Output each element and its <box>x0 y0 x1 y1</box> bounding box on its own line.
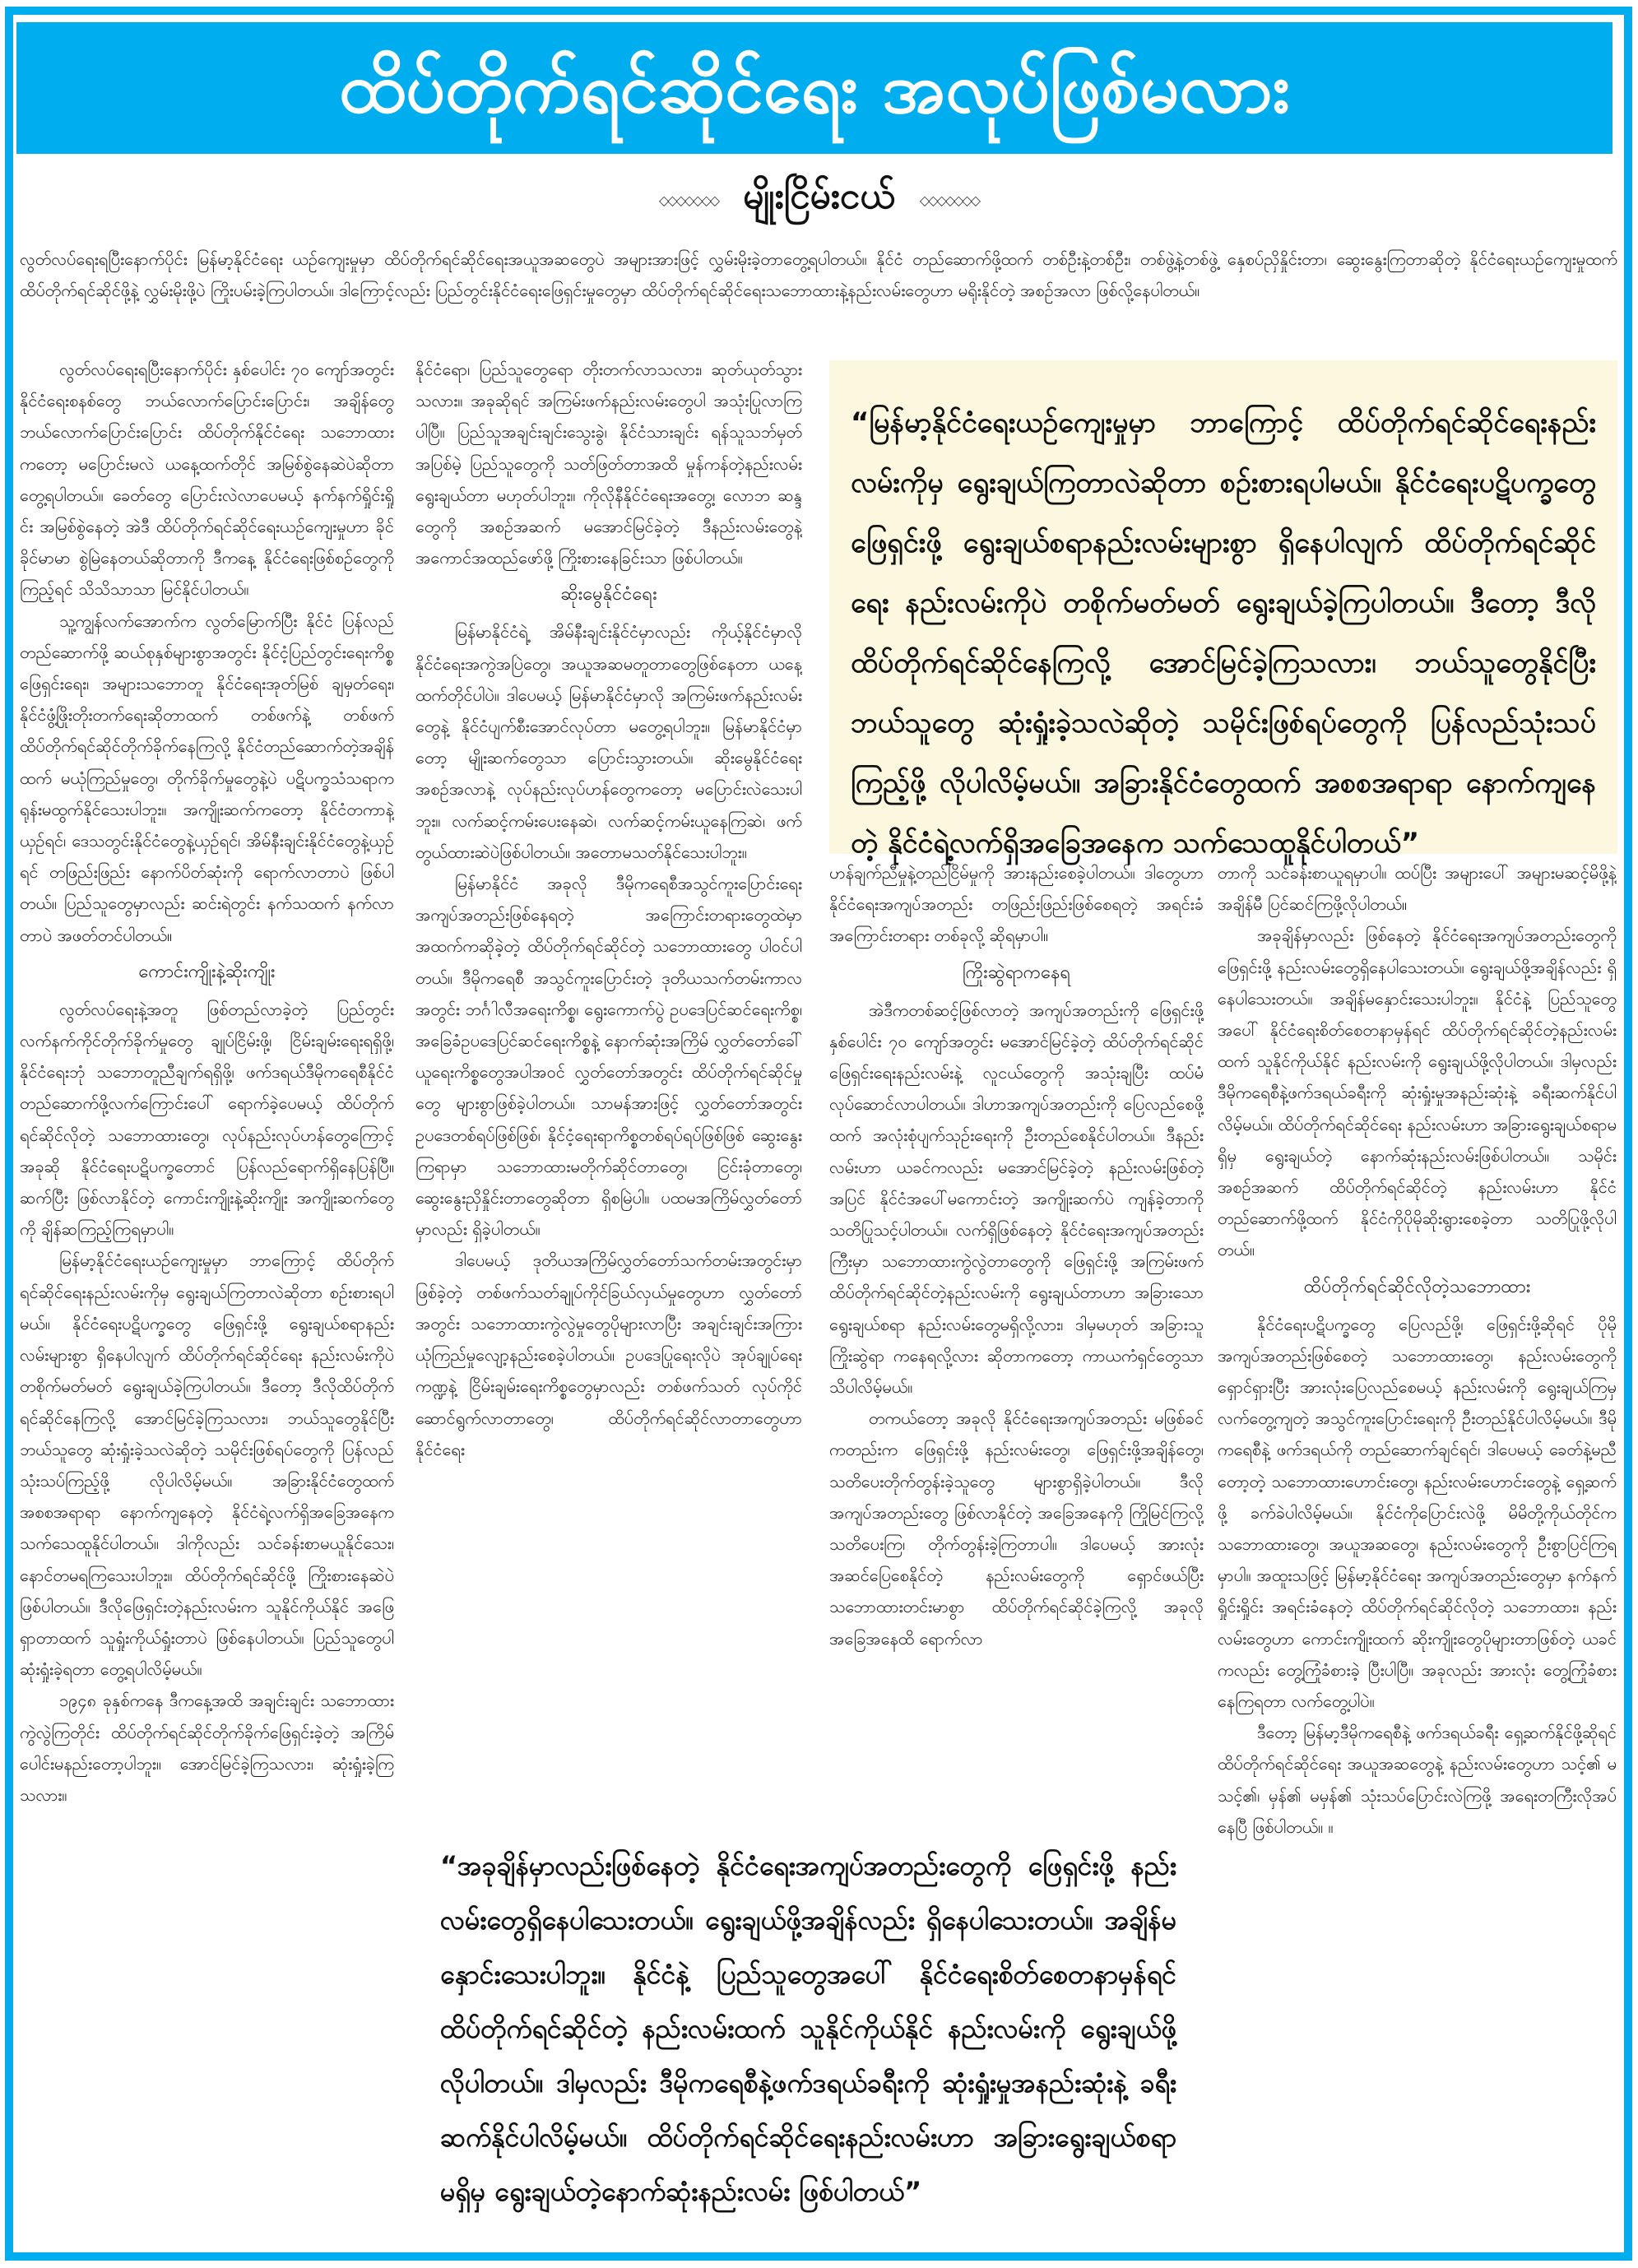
pull-quote-top-text: “မြန်မာ့နိုင်ငံရေးယဉ်ကျေးမှုမှာ ဘာကြောင့် ထိပ်တိုက်ရင်ဆိုင်ရေးနည်းလမ်းကိုမှ ရွေးချယ်ကြတာလဲဆိုတာ စဉ်းစားရပါမယ်။ နိုင်ငံရေးပဋိပက္ခတွေ ဖြေရှင်းဖို့ ရွေးချယ်စရာနည်းလမ်းများစွာ ရှိနေပါလျက် ထိပ်တိုက်ရင်ဆိုင်ရေး နည်းလမ်းကိုပဲ တစိုက်မတ်မတ် ရွေးချယ်ခဲ့ကြပါတယ်။ ဒီတော့ ဒီလိုထိပ်တိုက်ရင်ဆိုင်နေကြလို့ အောင်မြင်ခဲ့ကြသလား၊ ဘယ်သူတွေနိုင်ပြီး ဘယ်သူတွေ ဆုံးရှုံးခဲ့သလဲဆိုတဲ့ သမိုင်းဖြစ်ရပ်တွေကို ပြန်လည်သုံးသပ်ကြည့်ဖို့ လိုပါလိမ့်မယ်။ အခြားနိုင်ငံတွေထက် အစစအရာရာ နောက်ကျနေတဲ့ နိုင်ငံရဲ့လက်ရှိအခြေအနေက သက်သေထူနိုင်ပါတယ်” <box>851 406 1596 860</box>
ornament-left: ◇◇◇◇◇◇◇ <box>658 192 719 208</box>
col2-paragraph-3: မြန်မာနိုင်ငံ အခုလို ဒီမိုကရေစီအသွင်ကူးပြောင်းရေးအကျပ်အတည်းဖြစ်နေရတဲ့ အကြောင်းတရားတွေထဲမှာ အထက်ကဆိုခဲ့တဲ့ ထိပ်တိုက်ရင်ဆိုင်တဲ့ သဘောထားတွေ ပါဝင်ပါတယ်။ ဒီမိုကရေစီ အသွင်ကူးပြောင်းတဲ့ ဒုတိယသက်တမ်းကာလအတွင်း ဘင်္ဂါလီအရေးကိစ္စ၊ ရွေးကောက်ပွဲ ဥပဒေပြင်ဆင်ရေးကိစ္စ၊ အခြေခံဥပဒေပြင်ဆင်ရေးကိစ္စနဲ့ နောက်ဆုံးအကြိမ် လွှတ်တော်ခေါ်ယူရေးကိစ္စတွေအပါအဝင် လွှတ်တော်အတွင်း ထိပ်တိုက်ရင်ဆိုင်မှုတွေ များစွာဖြစ်ခဲ့ပါတယ်။ သာမန်အားဖြင့် လွှတ်တော်အတွင်း ဥပဒေတစ်ရပ်ဖြစ်ဖြစ်၊ နိုင်ငံ့ရေးရာကိစ္စတစ်ရပ်ရပ်ဖြစ်ဖြစ် ဆွေးနွေးကြရာမှာ သဘောထားမတိုက်ဆိုင်တာတွေ၊ ငြင်းခုံတာတွေ၊ ဆွေးနွေးညှိနှိုင်းတာတွေဆိုတာ ရှိစမြဲပါ။ ပထမအကြိမ်လွှတ်တော်မှာလည်း ရှိခဲ့ပါတယ်။ <box>415 874 802 1240</box>
section-heading-bad-legacy: ဆိုးမွေနိုင်ငံရေး <box>560 584 657 605</box>
article-title: ထိပ်တိုက်ရင်ဆိုင်ရေး အလုပ်ဖြစ်မလား <box>339 48 1290 128</box>
intro-text: လွတ်လပ်ရေးရပြီးနောက်ပိုင်း မြန်မာ့နိုင်ငံရေး ယဉ်ကျေးမှုမှာ ထိပ်တိုက်ရင်ဆိုင်ရေးအယူအဆတွေပဲ အများအားဖြင့် လွှမ်းမိုးခဲ့တာတွေ့ရပါတယ်။ နိုင်ငံ တည်ဆောက်ဖို့ထက် တစ်ဦးနဲ့တစ်ဦး၊ တစ်ဖွဲ့နဲ့တစ်ဖွဲ့ နှေစပ်ညှိနှိုင်းတာ၊ ဆွေးနွေးကြတာဆိုတဲ့ နိုင်ငံရေးယဉ်ကျေးမှုထက် ထိပ်တိုက်ရင်ဆိုင်ဖို့နဲ့ လွှမ်းမိုးဖို့ပဲ ကြိုးပမ်းခဲ့ကြပါတယ်။ ဒါကြောင့်လည်း ပြည်တွင်းနိုင်ငံရေးဖြေရှင်းမှုတွေမှာ ထိပ်တိုက်ရင်ဆိုင်ရေးသဘောထားနဲ့နည်းလမ်းတွေဟာ မရိုးနိုင်တဲ့ အစဉ်အလာ ဖြစ်လို့နေပါတယ်။ <box>20 249 1617 301</box>
pull-quote-bottom <box>415 1830 1201 2224</box>
col4-paragraph-4: ဒီတော့ မြန်မာ့ဒီမိုကရေစီနဲ့ ဖက်ဒရယ်ခရီး ရှေ့ဆက်နိုင်ဖို့ဆိုရင် ထိပ်တိုက်ရင်ဆိုင်ရေး အယူအဆတွေနဲ့ နည်းလမ်းတွေဟာ သင့်၏ မသင့်၏၊ မှန်၏ မမှန်၏ သုံးသပ်ပြောင်းလဲကြဖို့ အရေးတကြီးလိုအပ်နေပြီ ဖြစ်ပါတယ်။ ။ <box>1218 1723 1617 1837</box>
author-name: မျိုးငြိမ်းငယ် <box>743 175 895 217</box>
col4-paragraph-1: တာကို သင်ခန်းစာယူရမှာပါ။ ထပ်ပြီး အများပေါ် အများမဆင့်မိဖို့နဲ့ အချိန်မီ ပြင်ဆင်ကြဖို့လိုပါတယ်။ <box>1218 863 1617 915</box>
byline <box>0 171 1638 229</box>
col4-paragraph-3: နိုင်ငံရေးပဋိပက္ခတွေ ပြေလည်ဖို့၊ ဖြေရှင်းဖို့ဆိုရင် ပိုမိုအကျပ်အတည်းဖြစ်စေတဲ့ သဘောထားတွေ၊ နည်းလမ်းတွေကို ရှောင်ရှားပြီး အားလုံးပြေလည်စေမယ့် နည်းလမ်းကို ရွေးချယ်ကြမှ လက်တွေ့ကျတဲ့ အသွင်ကူးပြောင်းရေးကို ဦးတည်နိုင်ပါလိမ့်မယ်။ ဒီမိုကရေစီနဲ့ ဖက်ဒရယ်ကို တည်ဆောက်ချင်ရင်၊ ဒါပေမယ့် ခေတ်နဲ့မညီတော့တဲ့ သဘောထားဟောင်းတွေ၊ နည်းလမ်းဟောင်းတွေနဲ့ ရှေ့ဆက်ဖို့ ခက်ခဲပါလိမ့်မယ်။ နိုင်ငံကိုပြောင်းလဲဖို့ မိမိတို့ကိုယ်တိုင်က သဘောထားတွေ၊ အယူအဆတွေ၊ နည်းလမ်းတွေကို ဦးစွာပြင်ကြရမှာပါ။ အထူးသဖြင့် မြန်မာ့နိုင်ငံရေး အကျပ်အတည်းတွေမှာ နက်နက်ရှိုင်းရှိုင်း အရင်းခံနေတဲ့ ထိပ်တိုက်ရင်ဆိုင်လိုတဲ့ သဘောထား၊ နည်းလမ်းတွေဟာ ကောင်းကျိုးထက် ဆိုးကျိုးတွေပိုများတာဖြစ်တဲ့ ယခင်ကလည်း တွေ့ကြုံခံစားခဲ့ ပြီးပါပြီ။ အခုလည်း အားလုံး တွေ့ကြုံခံစားနေကြရတာ လက်တွေ့ပါပဲ။ <box>1218 1314 1617 1712</box>
col2-paragraph-4: ဒါပေမယ့် ဒုတိယအကြိမ်လွှတ်တော်သက်တမ်းအတွင်းမှာဖြစ်ခဲ့တဲ့ တစ်ဖက်သတ်ချုပ်ကိုင်ခြယ်လှယ်မှုတွေဟာ လွှတ်တော်အတွင်း သဘောထားကွဲလွဲမှုတွေပိုများလာပြီး အချင်းချင်းအကြား ယုံကြည်မှုလျော့နည်းစေခဲ့ပါတယ်။ ဥပဒေပြုရေးလိုပဲ အုပ်ချုပ်ရေးကဏ္ဍနဲ့ ငြိမ်းချမ်းရေးကိစ္စတွေမှာလည်း တစ်ဖက်သတ် လုပ်ကိုင်ဆောင်ရွက်လာတာတွေ၊ ထိပ်တိုက်ရင်ဆိုင်လာတာတွေဟာ နိုင်ငံရေး <box>415 1250 802 1459</box>
pull-quote-bottom-text: “အခုချိန်မှာလည်းဖြစ်နေတဲ့ နိုင်ငံရေးအကျပ်အတည်းတွေကို ဖြေရှင်းဖို့ နည်းလမ်းတွေရှိနေပါသေးတယ်။ ရွေးချယ်ဖို့အချိန်လည်း ရှိနေပါသေးတယ်။ အချိန်မနှောင်းသေးပါဘူး။ နိုင်ငံနဲ့ ပြည်သူတွေအပေါ် နိုင်ငံရေးစိတ်စေတနာမှန်ရင် ထိပ်တိုက်ရင်ဆိုင်တဲ့ နည်းလမ်းထက် သူနိုင်ကိုယ်နိုင် နည်းလမ်းကို ရွေးချယ်ဖို့ လိုပါတယ်။ ဒါမှလည်း ဒီမိုကရေစီနဲ့ဖက်ဒရယ်ခရီးကို ဆုံးရှုံးမှုအနည်းဆုံးနဲ့ ခရီးဆက်နိုင်ပါလိမ့်မယ်။ ထိပ်တိုက်ရင်ဆိုင်ရေးနည်းလမ်းဟာ အခြားရွေးချယ်စရာ မရှိမှ ရွေးချယ်တဲ့နောက်ဆုံးနည်းလမ်း ဖြစ်ပါတယ်” <box>440 1850 1176 2207</box>
column-4 <box>1218 857 1617 2247</box>
title-banner <box>16 22 1612 154</box>
section-heading-pros-cons: ကောင်းကျိုးနဲ့ဆိုးကျိုး <box>138 961 276 982</box>
col2-paragraph-1: နိုင်ငံရော၊ ပြည်သူတွေရော တိုးတက်လာသလား၊ ဆုတ်ယုတ်သွားသလား။ အခုဆိုရင် အကြမ်းဖက်နည်းလမ်းတွေပါ အသုံးပြုလာကြပါပြီ။ ပြည်သူအချင်းချင်းသွေးခွဲ၊ နိုင်ငံသားချင်း ရန်သူသဘ်မှတ် အပြစ်မဲ့ ပြည်သူတွေကို သတ်ဖြတ်တာအထိ မှုန်ကန်တဲ့နည်းလမ်းရွေးချယ်တာ မဟုတ်ပါဘူး။ ကိုလိုနီနိုင်ငံရေးအတွေ့၊ လောဘ ဆန္ဒတွေကို အစဉ်အဆက် မအောင်မြင်ခဲ့တဲ့ ဒီနည်းလမ်းတွေနဲ့ အကောင်အထည်ဖော်ဖို့ ကြိုးစားနေခြင်းသာ ဖြစ်ပါတယ်။ <box>415 359 802 568</box>
col1-paragraph-4: မြန်မာ့နိုင်ငံရေးယဉ်ကျေးမှုမှာ ဘာကြောင့် ထိပ်တိုက်ရင်ဆိုင်ရေးနည်းလမ်းကိုမှ ရွေးချယ်ကြတာလဲဆိုတာ စဉ်းစားရပါမယ်။ နိုင်ငံရေးပဋိပက္ခတွေ ဖြေရှင်းဖို့ ရွေးချယ်စရာနည်းလမ်းများစွာ ရှိနေပါလျက် ထိပ်တိုက်ရင်ဆိုင်ရေး နည်းလမ်းကိုပဲ တစိုက်မတ်မတ် ရွေးချယ်ခဲ့ကြပါတယ်။ ဒီတော့ ဒီလိုထိပ်တိုက်ရင်ဆိုင်နေကြလို့ အောင်မြင်ခဲ့ကြသလား၊ ဘယ်သူတွေနိုင်ပြီး ဘယ်သူတွေ ဆုံးရှုံးခဲ့သလဲဆိုတဲ့ သမိုင်းဖြစ်ရပ်တွေကို ပြန်လည်သုံးသပ်ကြည့်ဖို့ လိုပါလိမ့်မယ်။ အခြားနိုင်ငံတွေထက် အစစအရာရာ နောက်ကျနေတဲ့ နိုင်ငံရဲ့လက်ရှိအခြေအနေက သက်သေထူနိုင်ပါတယ်။ ဒါကိုလည်း သင်ခန်းစာမယူနိုင်သေး၊ နောင်တမရကြသေးပါဘူး။ ထိပ်တိုက်ရင်ဆိုင်ဖို့ ကြိုးစားနေဆဲပဲ ဖြစ်ပါတယ်။ ဒီလိုဖြေရှင်းတဲ့နည်းလမ်းက သူနိုင်ကိုယ်နိုင် အဖြေရှာတာထက် သူရှုံးကိုယ်ရှုံးတာပဲ ဖြစ်နေပါတယ်။ ပြည်သူတွေပါ ဆုံးရှုံးခဲ့ရတာ တွေ့ရပါလိမ့်မယ်။ <box>20 1250 394 1680</box>
pull-quote-top <box>829 360 1617 860</box>
col3-paragraph-1: ဟန်ချက်ညီမှုနဲ့တည်ငြိမ်မှုကို အားနည်းစေခဲ့ပါတယ်။ ဒါတွေဟာ နိုင်ငံရေးအကျပ်အတည်း တဖြည်းဖြည်းဖြစ်စေရတဲ့ အရင်းခံအကြောင်းတရား တစ်ခုလို့ ဆိုရမှာပါ။ <box>829 863 1204 946</box>
col2-paragraph-2: မြန်မာနိုင်ငံရဲ့ အိမ်နီးချင်းနိုင်ငံမှာလည်း ကိုယ့်နိုင်ငံမှာလို နိုင်ငံရေးအကွဲအပြဲတွေ၊ အယူအဆမတူတာတွေဖြစ်နေတာ ယနေ့ထက်တိုင်ပါပဲ။ ဒါပေမယ့် မြန်မာနိုင်ငံမှာလို အကြမ်းဖက်နည်းလမ်းတွေနဲ့ နိုင်ငံပျက်စီးအောင်လုပ်တာ မတွေ့ရပါဘူး။ မြန်မာနိုင်ငံမှာတော့ မျိုးဆက်တွေသာ ပြောင်းသွားတယ်။ ဆိုးမွေနိုင်ငံရေး အစဉ်အလာနဲ့ လုပ်နည်းလုပ်ဟန်တွေကတော့ မပြောင်းလဲသေးပါဘူး။ လက်ဆင့်ကမ်းပေးနေဆဲ၊ လက်ဆင့်ကမ်းယူနေကြဆဲ၊ ဖက်တွယ်ထားဆဲပဲဖြစ်ပါတယ်။ အတောမသတ်နိုင်သေးပါဘူး။ <box>415 622 802 862</box>
col1-paragraph-5: ၁၉၄၈ ခုနှစ်ကနေ ဒီကနေ့အထိ အချင်းချင်း သဘောထားကွဲလွဲကြတိုင်း ထိပ်တိုက်ရင်ဆိုင်တိုက်ခိုက်ဖြေရှင်းခဲ့တဲ့ အကြိမ်ပေါင်းမနည်းတော့ပါဘူး။ အောင်မြင်ခဲ့ကြသလား၊ ဆုံးရှုံးခဲ့ကြသလား။ <box>20 1691 394 1805</box>
ornament-right: ◇◇◇◇◇◇◇ <box>919 192 980 208</box>
section-heading-confrontation-attitude: ထိပ်တိုက်ရင်ဆိုင်လိုတဲ့သဘောထား <box>1303 1276 1531 1297</box>
col1-paragraph-2: သူ့ကျွန်လက်အောက်က လွတ်မြောက်ပြီး နိုင်ငံ ပြန်လည်တည်ဆောက်ဖို့ ဆယ်စုနှစ်များစွာအတွင်း နိုင်ငံ့ပြည်တွင်းရေးကိစ္စဖြေရှင်းရေး၊ အများသဘောတူ နိုင်ငံရေးအုတ်မြစ် ချမှတ်ရေး၊ နိုင်ငံဖွံ့ဖြိုးတိုးတက်ရေးဆိုတာထက် တစ်ဖက်နဲ့ တစ်ဖက် ထိပ်တိုက်ရင်ဆိုင်တိုက်ခိုက်နေကြလို့ နိုင်ငံတည်ဆောက်တဲ့အချိန်ထက် မယုံကြည်မှုတွေ၊ တိုက်ခိုက်မှုတွေနဲ့ပဲ ပဋိပက္ခသံသရာက ရုန်းမထွက်နိုင်သေးပါဘူး။ အကျိုးဆက်ကတော့ နိုင်ငံတကာနဲ့ယှဉ်ရင်၊ ဒေသတွင်းနိုင်ငံတွေနဲ့ယှဉ်ရင်၊ အိမ်နီးချင်းနိုင်ငံတွေနဲ့ယှဉ်ရင် တဖြည်းဖြည်း နောက်ပိတ်ဆုံးကို ရောက်လာတာပဲ ဖြစ်ပါတယ်။ ပြည်သူတွေမှာလည်း ဆင်းရဲတွင်း နက်သထက် နက်လာတာပဲ အဖတ်တင်ပါတယ်။ <box>20 610 394 945</box>
col1-paragraph-1: လွတ်လပ်ရေးရပြီးနောက်ပိုင်း နှစ်ပေါင်း ၇၀ ကျော်အတွင်း နိုင်ငံရေးစနစ်တွေ ဘယ်လောက်ပြောင်းပြောင်း၊ အချိန်တွေ ဘယ်လောက်ပြောင်းပြောင်း ထိပ်တိုက်နိုင်ငံရေး သဘောထားကတော့ မပြောင်းမလဲ ယနေ့ထက်တိုင် အမြစ်စွဲနေဆဲပဲဆိုတာ တွေ့ရပါတယ်။ ခေတ်တွေ ပြောင်းလဲလာပေမယ့် နက်နက်ရှိုင်းရှိုင်း အမြစ်စွဲနေတဲ့ အဲဒီ ထိပ်တိုက်ရင်ဆိုင်ရေးယဉ်ကျေးမှုဟာ ခိုင်ခိုင်မာမာ စွဲမြဲနေတယ်ဆိုတာကို ဒီကနေ့ နိုင်ငံရေးဖြစ်စဉ်တွေကိုကြည့်ရင် သိသိသာသာ မြင်နိုင်ပါတယ်။ <box>20 359 394 600</box>
col1-paragraph-3: လွတ်လပ်ရေးနဲ့အတူ ဖြစ်တည်လာခဲ့တဲ့ ပြည်တွင်းလက်နက်ကိုင်တိုက်ခိုက်မှုတွေ ချုပ်ငြိမ်းဖို့၊ ငြိမ်းချမ်းရေးရရှိဖို့၊ နိုင်ငံရေးဘုံ သဘောတူညီချက်ရရှိဖို့၊ ဖက်ဒရယ်ဒီမိုကရေစီနိုင်ငံ တည်ဆောက်ဖို့လက်ကြောင်းပေါ် ရောက်ခဲ့ပေမယ့် ထိပ်တိုက်ရင်ဆိုင်လိုတဲ့ သဘောထားတွေ၊ လုပ်နည်းလုပ်ဟန်တွေကြောင့် အခုဆို နိုင်ငံရေးပဋိပက္ခတောင် ပြန်လည်ရောက်ရှိနေပြန်ပြီ။ ဆက်ပြီး ဖြစ်လာနိုင်တဲ့ ကောင်းကျိုးနဲ့ဆိုးကျိုး အကျိုးဆက်တွေကို ချိန်ဆကြည့်ကြရမှာပါ။ <box>20 999 394 1240</box>
col3-paragraph-3: တကယ်တော့ အခုလို နိုင်ငံရေးအကျပ်အတည်း မဖြစ်ခင်ကတည်းက ဖြေရှင်းဖို့ နည်းလမ်းတွေ၊ ဖြေရှင်းဖို့အချိန်တွေ၊ သတိပေးတိုက်တွန်းခဲ့သူတွေ များစွာရှိခဲ့ပါတယ်။ ဒီလိုအကျပ်အတည်းတွေ ဖြစ်လာနိုင်တဲ့ အခြေအနေကို ကြိုမြင်ကြလို့ သတိပေးကြ၊ တိုက်တွန်းခဲ့ကြတာပါ။ ဒါပေမယ့် အားလုံးအဆင်ပြေစေနိုင်တဲ့ နည်းလမ်းတွေကို ရှောင်ဖယ်ပြီး သဘောထားတင်းမာစွာ ထိပ်တိုက်ရင်ဆိုင်ခဲ့ကြလို့ အခုလိုအခြေအနေထိ ရောက်လာ <box>829 1408 1204 1649</box>
intro-paragraph <box>20 243 1617 341</box>
column-2 <box>415 354 802 1826</box>
col3-paragraph-2: အဲဒီကတစ်ဆင့်ဖြစ်လာတဲ့ အကျပ်အတည်းကို ဖြေရှင်းဖို့ နှစ်ပေါင်း ၇၀ ကျော်အတွင်း မအောင်မြင်ခဲ့တဲ့ ထိပ်တိုက်ရင်ဆိုင်ဖြေရှင်းရေးနည်းလမ်းနဲ့ လူငယ်တွေကို အသုံးချပြီး ထပ်မံလုပ်ဆောင်လာပါတယ်။ ဒါဟာအကျပ်အတည်းကို ပြေလည်စေဖို့ထက် အလုံးစုံပျက်သုဉ်းရေးကို ဦးတည်စေနိုင်ပါတယ်။ ဒီနည်းလမ်းဟာ ယခင်ကလည်း မအောင်မြင်ခဲ့တဲ့ နည်းလမ်းဖြစ်တဲ့အပြင် နိုင်ငံအပေါ်မကောင်းတဲ့ အကျိုးဆက်ပဲ ကျန်ခဲ့တာကို သတိပြုသင့်ပါတယ်။ လက်ရှိဖြစ်နေတဲ့ နိုင်ငံရေးအကျပ်အတည်းကြီးမှာ သဘောထားကွဲလွဲတာတွေကို ဖြေရှင်းဖို့ အကြမ်းဖက်ထိပ်တိုက်ရင်ဆိုင်တဲ့နည်းလမ်းကို ရွေးချယ်တာဟာ အခြားသော ရွေးချယ်စရာ နည်းလမ်းတွေမရှိလို့လား၊ ဒါမှမဟုတ် အခြားသူ ကြိုးဆွဲရာ ကနေရလို့လား ဆိုတာကတော့ ကာယကံရှင်တွေသာ သိပါလိမ့်မယ်။ <box>829 999 1204 1398</box>
column-3 <box>829 857 1204 1799</box>
section-heading-puppet-strings: ကြိုးဆွဲရာကနေရ <box>962 962 1071 983</box>
column-1 <box>20 354 394 2238</box>
col4-paragraph-2: အခုချိန်မှာလည်း ဖြစ်နေတဲ့ နိုင်ငံရေးအကျပ်အတည်းတွေကို ဖြေရှင်းဖို့ နည်းလမ်းတွေရှိနေပါသေးတယ်။ ရွေးချယ်ဖို့အချိန်လည်း ရှိနေပါသေးတယ်။ အချိန်မနှောင်းသေးပါဘူး။ နိုင်ငံနဲ့ ပြည်သူတွေအပေါ် နိုင်ငံရေးစိတ်စေတနာမှန်ရင် ထိပ်တိုက်ရင်ဆိုင်တဲ့နည်းလမ်းထက် သူနိုင်ကိုယ်နိုင် နည်းလမ်းကို ရွေးချယ်ဖို့လိုပါတယ်။ ဒါမှလည်း ဒီမိုကရေစီနဲ့ဖက်ဒရယ်ခရီးကို ဆုံးရှုံးမှုအနည်းဆုံးနဲ့ ခရီးဆက်နိုင်ပါလိမ့်မယ်။ ထိပ်တိုက်ရင်ဆိုင်ရေး နည်းလမ်းဟာ အခြားရွေးချယ်စရာမရှိမှ ရွေးချယ်တဲ့ နောက်ဆုံးနည်းလမ်းဖြစ်ပါတယ်။ သမိုင်းအစဉ်အဆက် ထိပ်တိုက်ရင်ဆိုင်တဲ့ နည်းလမ်းဟာ နိုင်ငံတည်ဆောက်ဖို့ထက် နိုင်ငံကိုပိုမိုဆိုးရွားစေခဲ့တာ သတိပြုဖို့လိုပါတယ်။ <box>1218 925 1617 1260</box>
